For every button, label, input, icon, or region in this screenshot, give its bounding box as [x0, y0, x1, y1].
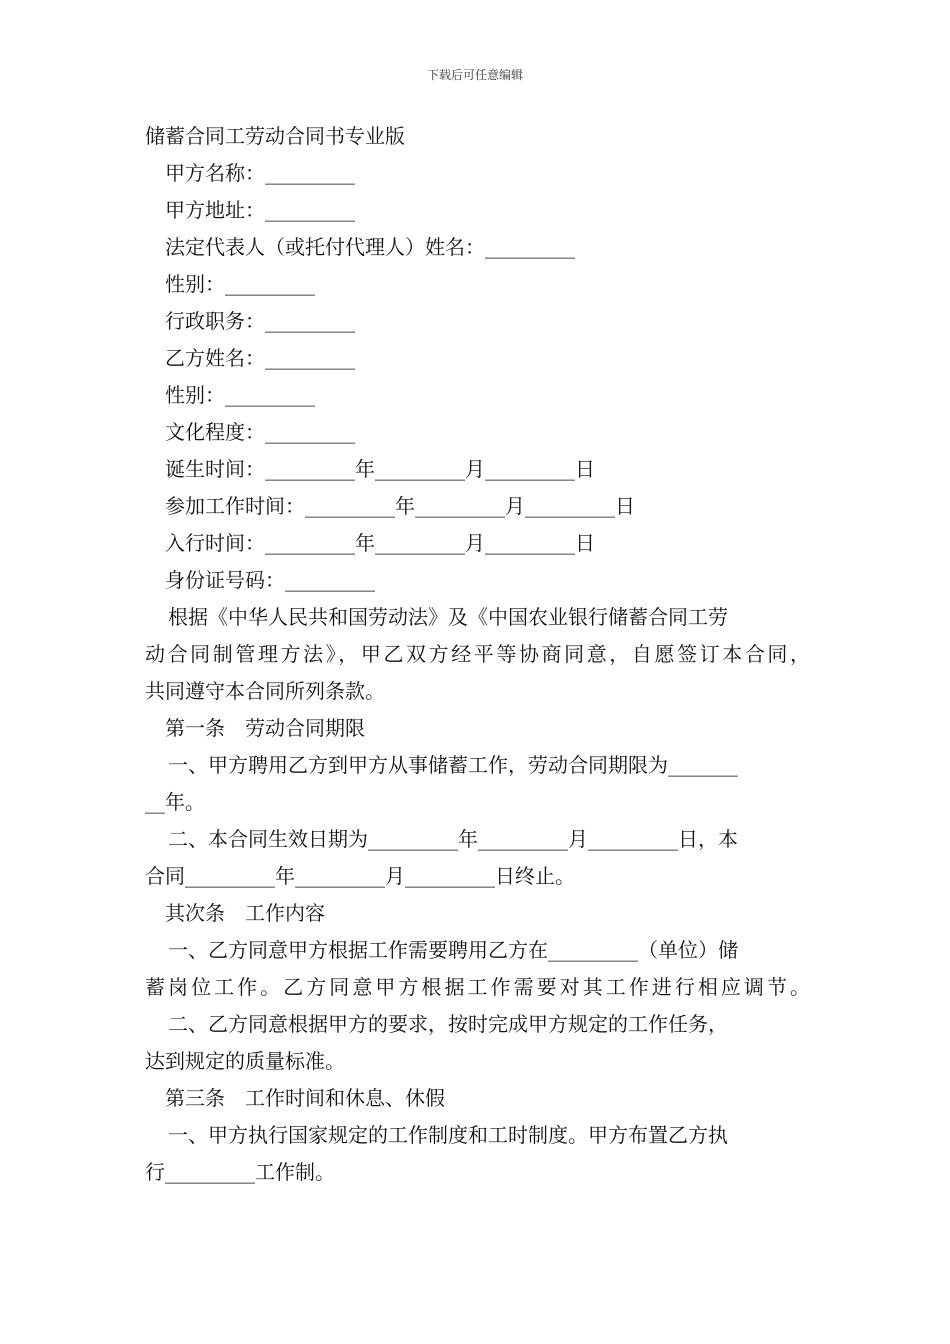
article-3-clause-1-line-1: 一、甲方执行国家规定的工作制度和工时制度。甲方布置乙方执	[168, 1123, 728, 1147]
article-2-clause-2-line-1: 二、乙方同意根据甲方的要求，按时完成甲方规定的工作任务，	[168, 1012, 728, 1036]
document-body	[145, 118, 810, 1191]
preamble-line-2: 动合同制管理方法》，甲乙双方经平等协商同意，自愿签订本合同，	[145, 642, 810, 666]
header-note: 下载后可任意编辑	[426, 68, 523, 82]
document-title: 储蓄合同工劳动合同书专业版	[145, 124, 405, 148]
article-2-clause-2-line-2: 达到规定的质量标准。	[145, 1049, 345, 1073]
work-start-date-field: 参加工作时间：_________年_________月_________日	[165, 494, 635, 518]
article-2-heading: 其次条 工作内容	[165, 901, 325, 925]
gender-field-b: 性别：_________	[165, 383, 315, 407]
article-1-clause-2-line-1: 二、本合同生效日期为_________年_________月_________日，本	[168, 827, 738, 851]
party-b-name-field: 乙方姓名：_________	[165, 346, 355, 370]
article-2-clause-1-line-1: 一、乙方同意甲方根据工作需要聘用乙方在_________（单位）储	[168, 938, 738, 962]
position-field: 行政职务：_________	[165, 309, 355, 333]
legal-representative-field: 法定代表人（或托付代理人）姓名：_________	[165, 235, 575, 259]
party-a-address-field: 甲方地址：_________	[165, 198, 355, 222]
article-1-clause-1-line-1: 一、甲方聘用乙方到甲方从事储蓄工作，劳动合同期限为_______	[168, 753, 738, 777]
article-1-heading: 第一条 劳动合同期限	[165, 716, 365, 740]
article-3-clause-1-line-2: 行_________工作制。	[145, 1160, 335, 1184]
party-a-name-field: 甲方名称：_________	[165, 161, 355, 185]
education-field: 文化程度：_________	[165, 420, 355, 444]
bank-entry-date-field: 入行时间：_________年_________月_________日	[165, 531, 595, 555]
birth-date-field: 诞生时间：_________年_________月_________日	[165, 457, 595, 481]
article-3-heading: 第三条 工作时间和休息、休假	[165, 1086, 445, 1110]
article-2-clause-1-line-2: 蓄岗位工作。乙方同意甲方根据工作需要对其工作进行相应调节。	[145, 975, 810, 999]
preamble-line-1: 根据《中华人民共和国劳动法》及《中国农业银行储蓄合同工劳	[168, 605, 728, 629]
id-number-field: 身份证号码：_________	[165, 568, 375, 592]
article-1-clause-2-line-2: 合同_________年_________月_________日终止。	[145, 864, 575, 888]
preamble-line-3: 共同遵守本合同所列条款。	[145, 679, 385, 703]
article-1-clause-1-line-2: __年。	[145, 790, 205, 814]
gender-field-a: 性别：_________	[165, 272, 315, 296]
